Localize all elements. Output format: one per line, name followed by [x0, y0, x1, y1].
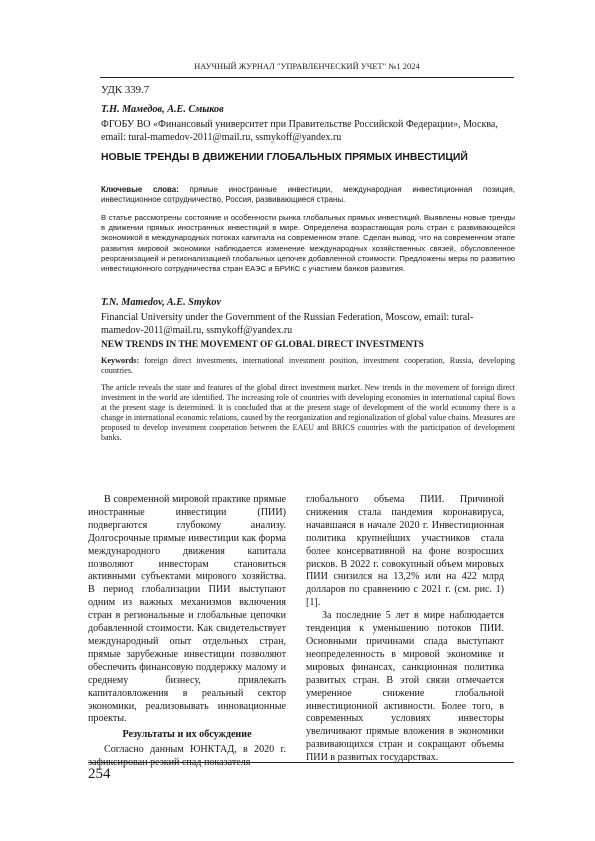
article-title-en: NEW TRENDS IN THE MOVEMENT OF GLOBAL DIRECT INVESTMENTS	[101, 340, 424, 350]
keywords-ru	[101, 185, 515, 206]
page-number: 254	[88, 766, 111, 782]
body-paragraph: Согласно данным ЮНКТАД, в 2020 г. зафиксирован резкий спад показателя	[88, 744, 286, 769]
affiliation-ru: ФГОБУ ВО «Финансовый университет при Правительстве Российской Федерации», Москва, email: tural-mamedov-2011@mail.ru, ssmykoff@yandex.ru	[101, 119, 498, 143]
article-title-ru: НОВЫЕ ТРЕНДЫ В ДВИЖЕНИИ ГЛОБАЛЬНЫХ ПРЯМЫХ ИНВЕСТИЦИЙ	[101, 152, 468, 163]
running-head: НАУЧНЫЙ ЖУРНАЛ "УПРАВЛЕНЧЕСКИЙ УЧЕТ" №1 2024	[194, 62, 420, 71]
body-paragraph: В современной мировой практике прямые иностранные инвестиции (ПИИ) подвергаются глубокому анализу. Долгосрочные прямые инвестиции как форма международного движения капитала позволяют инвесторам становиться активными субъектами мирового хозяйства. В период глобализации ПИИ выступают одним из важных механизмов включения стран в региональные и глобальные цепочки добавленной стоимости. Как свидетельствует международный опыт отдельных стран, прямые зарубежные инвестиции позволяют обеспечить финансовую поддержку малому и среднему бизнесу, привлекать капиталовложения в реальный сектор экономики, реализовывать инновационные проекты.	[88, 494, 286, 725]
affiliation-en: Financial University under the Government of the Russian Federation, Moscow, email: tural-mamedov-2011@mail.ru, ssmykoff@yandex.ru	[101, 312, 474, 336]
abstract-en: The article reveals the state and features of the global direct investment market. New trends in the movement of foreign direct investment in the world are identified. The increasing role of countries with developing economies in international capital flows at the present stage is determined. It is concluded that at the present stage of development of the world economy there is a change in international economic relations, caused by the reorganization and regionalization of global value chains. Measures are proposed to develop investment cooperation between the EAEU and BRICS countries with the participation of development banks.	[101, 383, 515, 442]
keywords-text-en: foreign direct investments, international investment position, investment cooperation, Russia, developing countries.	[101, 356, 515, 376]
body-column-left	[88, 494, 286, 770]
body-column-right	[306, 494, 504, 765]
keywords-label-en: Keywords:	[101, 356, 140, 365]
section-heading: Результаты и их обсуждение	[122, 729, 252, 741]
header-rule	[100, 77, 514, 78]
keywords-label-ru: Ключевые слова:	[101, 185, 179, 194]
body-paragraph: глобального объема ПИИ. Причиной снижения стала пандемия коронавируса, начавшаяся в начале 2020 г. Инвестиционная политика крупнейших участников стала более консервативной на фоне возросших рисков. В 2022 г. совокупный объем мировых ПИИ снизился на 13,2% или на 422 млрд долларов по сравнению с 2021 г. (см. рис. 1) [1].	[306, 494, 504, 609]
keywords-en	[101, 356, 515, 376]
abstract-ru: В статье рассмотрены состояние и особенности рынка глобальных прямых инвестиций. Выявлены новые тренды в движении прямых иностранных инвестиций в мире. Определена возрастающая роль стран с развивающейся экономикой в международных потоках капитала на современном этапе. Сделан вывод, что на современном этапе развития мировой экономики наблюдается изменение международных хозяйственных связей, обусловленное реорганизацией и регионализацией глобальных цепочек добавленной стоимости. Предложены меры по развитию инвестиционного сотрудничества стран ЕАЭС и БРИКС с участием банков развития.	[101, 213, 515, 274]
authors-ru: Т.Н. Мамедов, А.Е. Смыков	[101, 104, 224, 115]
udk-code: УДК 339.7	[101, 84, 150, 96]
authors-en: T.N. Mamedov, A.E. Smykov	[101, 297, 221, 308]
body-paragraph: За последние 5 лет в мире наблюдается тенденция к уменьшению потоков ПИИ. Основными причинами спада выступают неопределенность в мировой экономике и мировых финансах, санкционная политика развитых стран. В этой связи отмечается умеренное снижение глобальной инвестиционной активности. Более того, в современных условиях инвесторы увеличивают прямые вложения в экономики развивающихся стран и сокращают объемы ПИИ в развитых государствах.	[306, 610, 504, 764]
keywords-text-ru: прямые иностранные инвестиции, международная инвестиционная позиция, инвестиционное сотрудничество, Россия, развивающиеся страны.	[101, 185, 515, 205]
footer-rule	[88, 762, 514, 763]
